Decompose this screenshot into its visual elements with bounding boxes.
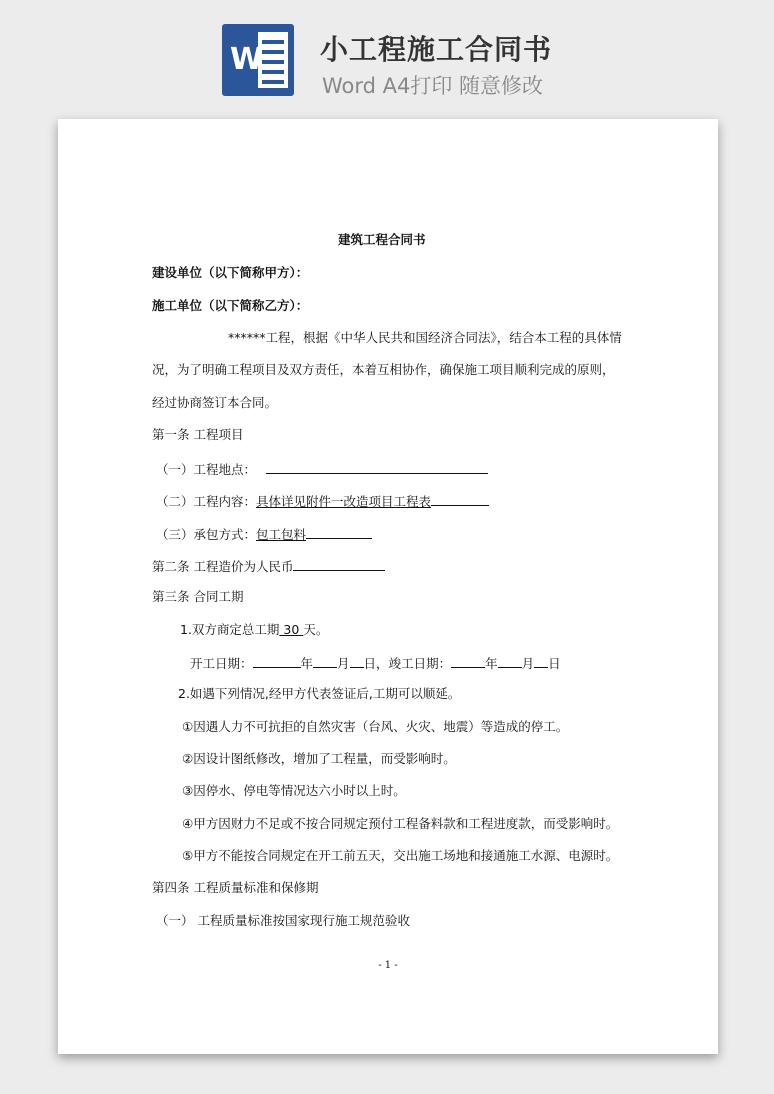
condition-4: ④甲方因财力不足或不按合同规定预付工程备料款和工程进度款，而受影响时。 bbox=[182, 816, 619, 831]
party-b-line: 施工单位（以下简称乙方）： bbox=[152, 298, 309, 313]
banner-title: 小工程施工合同书 bbox=[320, 33, 553, 66]
word-document-icon: W bbox=[222, 24, 294, 96]
article-1-heading: 第一条 工程项目 bbox=[152, 427, 244, 442]
content-value: 具体详见附件一改造项目工程表 bbox=[256, 494, 432, 509]
location-blank bbox=[266, 460, 488, 474]
intro-line-3: 经过协商签订本合同。 bbox=[152, 395, 278, 410]
condition-1: ①因遇人力不可抗拒的自然灾害（台风、火灾、地震）等造成的停工。 bbox=[182, 719, 569, 734]
period-line: 1.双方商定总工期 30 天。 bbox=[180, 622, 329, 637]
extension-line: 2.如遇下列情况,经甲方代表签证后,工期可以顺延。 bbox=[178, 686, 461, 701]
article-4-heading: 第四条 工程质量标准和保修期 bbox=[152, 880, 319, 895]
page-number: - 1 - bbox=[378, 960, 398, 971]
article-2-line: 第二条 工程造价为人民币 bbox=[152, 557, 385, 575]
item-1: （一）工程地点： bbox=[156, 460, 488, 478]
header-banner bbox=[0, 0, 774, 110]
party-a-line: 建设单位（以下简称甲方）： bbox=[152, 265, 309, 280]
contract-type-value: 包工包料 bbox=[256, 527, 307, 542]
condition-5: ⑤甲方不能按合同规定在开工前五天，交出施工场地和接通施工水源、电源时。 bbox=[182, 848, 619, 863]
watermark bbox=[91, 460, 112, 484]
condition-3: ③因停水、停电等情况达六小时以上时。 bbox=[182, 783, 406, 798]
price-blank bbox=[293, 557, 385, 571]
doc-title: 建筑工程合同书 bbox=[338, 232, 426, 247]
dates-line: 开工日期： 年 月 日，竣工日期： 年 月 日 bbox=[190, 656, 561, 671]
condition-2: ②因设计图纸修改，增加了工程量，而受影响时。 bbox=[182, 751, 456, 766]
article-3-heading: 第三条 合同工期 bbox=[152, 589, 244, 604]
period-days: 30 bbox=[283, 622, 300, 637]
item-3: （三）承包方式：包工包料 bbox=[156, 525, 372, 543]
quality-item-1: （一） 工程质量标准按国家现行施工规范验收 bbox=[156, 913, 410, 928]
item-2: （二）工程内容：具体详见附件一改造项目工程表 bbox=[156, 492, 489, 510]
document-page bbox=[58, 119, 718, 1054]
intro-line-2: 况，为了明确工程项目及双方责任，本着互相协作，确保施工项目顺利完成的原则， bbox=[152, 362, 615, 377]
banner-subtitle: Word A4打印 随意修改 bbox=[322, 74, 544, 98]
intro-line-1: ******工程，根据《中华人民共和国经济合同法》，结合本工程的具体情 bbox=[228, 330, 622, 345]
